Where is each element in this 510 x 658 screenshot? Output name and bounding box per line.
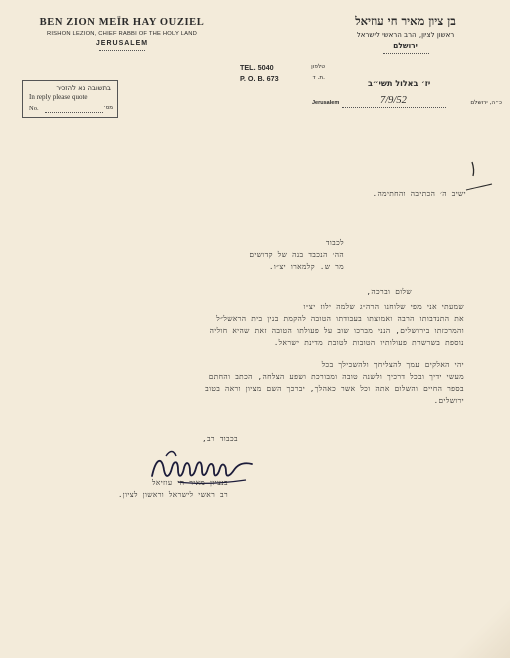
letterhead-en-city: JERUSALEM: [95, 40, 149, 47]
letterhead-en-name: BEN ZION MEÏR HAY OUZIEL: [39, 17, 205, 28]
reply-box-english: In reply please quote: [29, 93, 88, 101]
signature-name: בנציון מאיר חי עוזיאל: [152, 478, 228, 487]
to-line: לכבוד: [325, 238, 344, 247]
contact-block: [240, 62, 325, 84]
tel-number: 5040: [257, 63, 274, 72]
addressee-line-2: מר ש. קלמארו יצ״ו.: [269, 262, 344, 271]
tel-hebrew-label: טלפון: [311, 64, 325, 70]
para1-line-3: והמרכזתו בירושלים, הנני מברכו שוב על פעולתו הטובה זאת שהיא חוליה: [209, 326, 464, 335]
letterhead-he-title: ראשון לציון, הרב הראשי לישראל: [356, 31, 455, 39]
para2-line-4: ירושלים.: [433, 396, 464, 405]
reply-box-no-label: No.: [29, 105, 39, 112]
handwritten-mark: [460, 160, 500, 192]
dateline-hebrew-label: כ״ה, ירושלם: [470, 100, 502, 106]
blessing-line: ישיב ה׳ הכתיבה והחתימה.: [372, 189, 466, 198]
letterhead-hebrew: [323, 14, 488, 54]
para1-line-4: נוספת בשרשרת פעולותיו הטובות לטובת מדינת ישראל.: [273, 338, 464, 347]
dateline-value: 7/9/52: [380, 95, 407, 106]
pob-label: P. O. B.: [240, 74, 265, 83]
reply-box-mispar-label: מס׳: [103, 105, 113, 111]
signature-title: רב ראשי לישראל וראשון לציון.: [117, 490, 228, 499]
reply-box-hebrew: בתשובה נא להזכיר: [56, 84, 111, 92]
reply-reference-box: [22, 80, 118, 118]
closing-line: בכבוד רב,: [202, 434, 238, 443]
addressee-line-1: הה׳ הנכבד בנה של קדושים: [249, 250, 344, 259]
para1-line-1: שמעתי אני מפי שלוחנו הרה״ג שלמה ילוז יצ״ו: [303, 302, 464, 311]
letterhead-he-name: בן ציון מאיר חי עוזיאל: [355, 14, 456, 28]
letterhead-he-city: ירושלם: [393, 41, 418, 50]
dateline-dots: [342, 107, 446, 108]
pob-hebrew-label: ת. ד.: [312, 75, 325, 81]
para2-line-1: יהי האלקים עמך להצליחך ולהשכילך בכל: [321, 360, 464, 369]
para1-line-2: את התנדבותו הרבה ואמוצתו בעבודתו הטובה להקמת בנין בית הראשל״ל: [216, 314, 464, 323]
hebrew-date: יז׳ באלול תשי״ב: [368, 79, 431, 88]
letterhead-en-title: RISHON LEZION, CHIEF RABBI OF THE HOLY LAND: [46, 31, 197, 37]
reply-box-dotted-line: [45, 112, 103, 113]
greeting-line: שלום וברכה,: [366, 287, 412, 296]
para2-line-2: מעשי ידיך ובכל דרכיך ולשנה טובה ומבורכת ושפע הצלחה, הכתב והחתם: [208, 372, 464, 381]
tel-label: TEL.: [240, 63, 256, 72]
letterhead-english: [22, 17, 222, 51]
letterhead-en-rule: [99, 50, 145, 51]
dateline-label: Jerusalem: [312, 100, 340, 106]
letterhead-he-rule: [383, 53, 429, 54]
pob-number: 673: [266, 74, 279, 83]
para2-line-3: בספר החיים והשלום אתה וכל אשר כאהלך, יברכך השם מציון וראה בטוב: [205, 384, 464, 393]
